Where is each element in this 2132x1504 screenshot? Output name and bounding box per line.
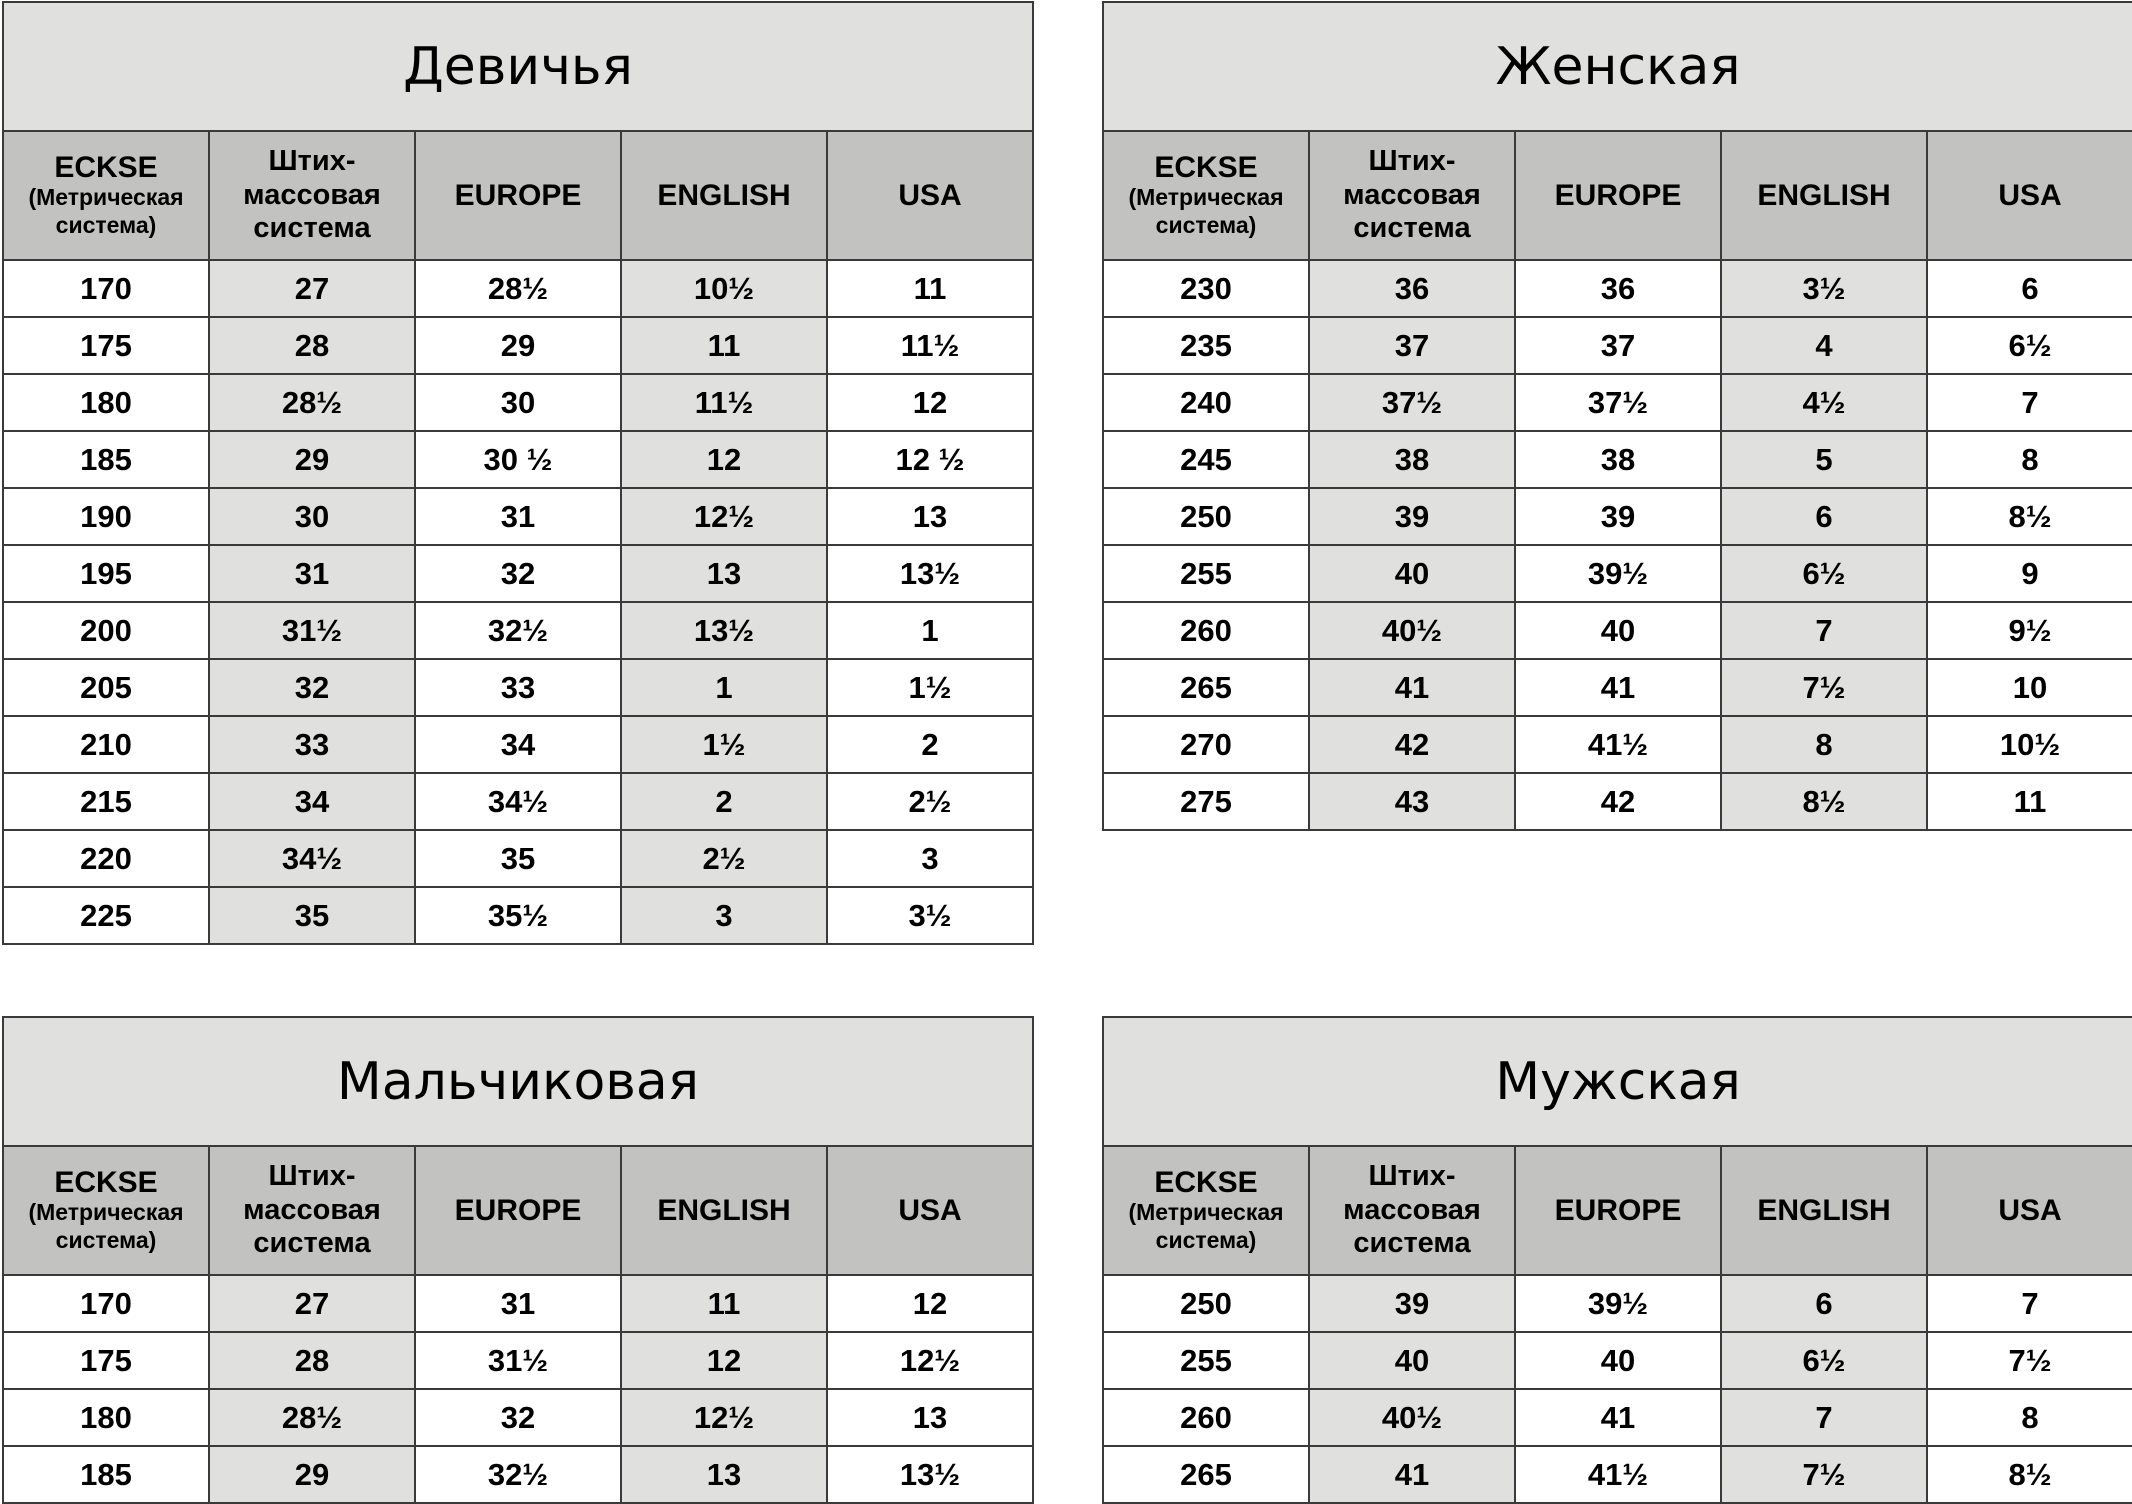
cell-metric: 175 [3,1332,209,1389]
cell-english: 11 [621,1275,827,1332]
header-stitch [209,1146,415,1275]
table-row [1103,773,2132,830]
table-row [3,1389,1033,1446]
table-row [3,317,1033,374]
cell-usa: 10 [1927,659,2132,716]
cell-stitch: 34½ [209,830,415,887]
header-usa: USA [827,1146,1033,1275]
cell-stitch: 36 [1309,260,1515,317]
cell-metric: 170 [3,260,209,317]
cell-metric: 205 [3,659,209,716]
cell-europe: 39½ [1515,545,1721,602]
cell-europe: 37½ [1515,374,1721,431]
cell-english: 11½ [621,374,827,431]
cell-metric: 175 [3,317,209,374]
cell-europe: 38 [1515,431,1721,488]
cell-english: 13½ [621,602,827,659]
cell-europe: 30 [415,374,621,431]
cell-usa: 7 [1927,374,2132,431]
table-row [3,659,1033,716]
cell-europe: 32 [415,1389,621,1446]
cell-metric: 180 [3,374,209,431]
cell-usa: 11 [1927,773,2132,830]
cell-europe: 29 [415,317,621,374]
header-stitch-line3: система [253,212,371,245]
cell-metric: 270 [1103,716,1309,773]
table-row [3,1332,1033,1389]
cell-metric: 245 [1103,431,1309,488]
cell-english: 4 [1721,317,1927,374]
table-row [3,887,1033,944]
table-row [1103,260,2132,317]
table-row [3,773,1033,830]
table-row [3,488,1033,545]
cell-usa: 13½ [827,545,1033,602]
cell-english: 13 [621,545,827,602]
header-stitch-line2: массовая [1343,178,1481,211]
header-metric-main: ECKSE [1154,151,1258,185]
header-metric [3,131,209,260]
header-metric [1103,131,1309,260]
header-stitch [1309,1146,1515,1275]
header-stitch-line2: массовая [243,178,381,211]
cell-english: 6½ [1721,1332,1927,1389]
cell-europe: 31 [415,1275,621,1332]
cell-europe: 33 [415,659,621,716]
cell-english: 6 [1721,1275,1927,1332]
cell-stitch: 28 [209,1332,415,1389]
cell-stitch: 27 [209,1275,415,1332]
cell-stitch: 40 [1309,1332,1515,1389]
cell-english: 12 [621,1332,827,1389]
table-row [1103,1446,2132,1503]
cell-usa: 8½ [1927,1446,2132,1503]
cell-europe: 31½ [415,1332,621,1389]
cell-english: 12½ [621,488,827,545]
cell-stitch: 27 [209,260,415,317]
header-english: ENGLISH [1721,1146,1927,1275]
cell-stitch: 34 [209,773,415,830]
header-metric-main: ECKSE [54,151,158,185]
table-row [3,602,1033,659]
table-row [3,1446,1033,1503]
cell-metric: 200 [3,602,209,659]
cell-usa: 1½ [827,659,1033,716]
cell-stitch: 40½ [1309,1389,1515,1446]
header-metric-sub: (Метрическая система) [28,1199,184,1253]
cell-europe: 42 [1515,773,1721,830]
cell-stitch: 31½ [209,602,415,659]
cell-english: 2½ [621,830,827,887]
cell-english: 7½ [1721,659,1927,716]
table-title: Девичья [3,2,1033,131]
header-metric-sub: (Метрическая система) [1128,184,1284,238]
cell-europe: 40 [1515,602,1721,659]
cell-english: 4½ [1721,374,1927,431]
header-europe: EUROPE [415,131,621,260]
cell-english: 8½ [1721,773,1927,830]
table-row [3,374,1033,431]
cell-english: 1 [621,659,827,716]
cell-stitch: 38 [1309,431,1515,488]
table-title: Женская [1103,2,2132,131]
cell-usa: 11 [827,260,1033,317]
header-english: ENGLISH [621,131,827,260]
table-row [1103,602,2132,659]
header-english: ENGLISH [1721,131,1927,260]
cell-english: 3½ [1721,260,1927,317]
cell-usa: 13 [827,1389,1033,1446]
cell-metric: 185 [3,431,209,488]
cell-usa: 12½ [827,1332,1033,1389]
cell-english: 7 [1721,602,1927,659]
header-stitch-line3: система [1353,1227,1471,1260]
cell-europe: 41 [1515,1389,1721,1446]
cell-usa: 3½ [827,887,1033,944]
cell-stitch: 40½ [1309,602,1515,659]
cell-metric: 170 [3,1275,209,1332]
cell-english: 10½ [621,260,827,317]
cell-metric: 210 [3,716,209,773]
cell-europe: 41½ [1515,716,1721,773]
cell-europe: 28½ [415,260,621,317]
cell-metric: 265 [1103,659,1309,716]
table-row [3,1275,1033,1332]
cell-usa: 2 [827,716,1033,773]
cell-usa: 9½ [1927,602,2132,659]
cell-usa: 12 [827,374,1033,431]
cell-metric: 180 [3,1389,209,1446]
cell-usa: 2½ [827,773,1033,830]
cell-english: 12½ [621,1389,827,1446]
cell-english: 7 [1721,1389,1927,1446]
cell-usa: 6 [1927,260,2132,317]
cell-metric: 230 [1103,260,1309,317]
table-row [1103,1275,2132,1332]
table-row [1103,716,2132,773]
header-usa: USA [827,131,1033,260]
cell-europe: 39 [1515,488,1721,545]
cell-english: 12 [621,431,827,488]
cell-europe: 41½ [1515,1446,1721,1503]
cell-english: 11 [621,317,827,374]
cell-stitch: 41 [1309,659,1515,716]
cell-usa: 8½ [1927,488,2132,545]
cell-stitch: 40 [1309,545,1515,602]
cell-europe: 34 [415,716,621,773]
table-row [3,716,1033,773]
header-stitch-line2: массовая [243,1193,381,1226]
cell-english: 6 [1721,488,1927,545]
cell-europe: 32 [415,545,621,602]
cell-english: 8 [1721,716,1927,773]
cell-stitch: 42 [1309,716,1515,773]
cell-usa: 9 [1927,545,2132,602]
cell-usa: 6½ [1927,317,2132,374]
header-stitch-line3: система [253,1227,371,1260]
cell-metric: 220 [3,830,209,887]
header-english: ENGLISH [621,1146,827,1275]
header-stitch-line3: система [1353,212,1471,245]
cell-metric: 275 [1103,773,1309,830]
header-metric-sub: (Метрическая система) [28,184,184,238]
cell-europe: 32½ [415,602,621,659]
cell-english: 5 [1721,431,1927,488]
cell-usa: 13 [827,488,1033,545]
cell-english: 2 [621,773,827,830]
cell-europe: 34½ [415,773,621,830]
cell-metric: 255 [1103,545,1309,602]
cell-metric: 240 [1103,374,1309,431]
header-stitch-line1: Штих- [1368,145,1456,178]
cell-english: 1½ [621,716,827,773]
header-metric-main: ECKSE [1154,1166,1258,1200]
cell-usa: 10½ [1927,716,2132,773]
cell-usa: 8 [1927,431,2132,488]
cell-europe: 31 [415,488,621,545]
cell-metric: 250 [1103,488,1309,545]
cell-usa: 1 [827,602,1033,659]
cell-english: 3 [621,887,827,944]
cell-metric: 255 [1103,1332,1309,1389]
table-row [1103,1389,2132,1446]
cell-europe: 41 [1515,659,1721,716]
header-stitch [1309,131,1515,260]
header-usa: USA [1927,1146,2132,1275]
cell-metric: 260 [1103,1389,1309,1446]
cell-stitch: 28½ [209,1389,415,1446]
cell-europe: 32½ [415,1446,621,1503]
cell-stitch: 31 [209,545,415,602]
table-title: Мужская [1103,1017,2132,1146]
table-row [1103,431,2132,488]
cell-metric: 185 [3,1446,209,1503]
cell-europe: 40 [1515,1332,1721,1389]
table-row [1103,1332,2132,1389]
cell-stitch: 28½ [209,374,415,431]
cell-metric: 225 [3,887,209,944]
cell-europe: 37 [1515,317,1721,374]
cell-europe: 39½ [1515,1275,1721,1332]
cell-metric: 265 [1103,1446,1309,1503]
cell-usa: 12 ½ [827,431,1033,488]
header-stitch-line2: массовая [1343,1193,1481,1226]
cell-europe: 35 [415,830,621,887]
cell-stitch: 30 [209,488,415,545]
cell-stitch: 28 [209,317,415,374]
cell-usa: 7 [1927,1275,2132,1332]
header-europe: EUROPE [1515,1146,1721,1275]
header-europe: EUROPE [415,1146,621,1275]
men-size-table [1102,1016,2132,1504]
cell-usa: 12 [827,1275,1033,1332]
cell-stitch: 41 [1309,1446,1515,1503]
header-stitch-line1: Штих- [268,145,356,178]
table-title: Мальчиковая [3,1017,1033,1146]
table-row [3,545,1033,602]
cell-usa: 8 [1927,1389,2132,1446]
cell-usa: 13½ [827,1446,1033,1503]
table-row [1103,545,2132,602]
women-size-table [1102,1,2132,831]
cell-stitch: 33 [209,716,415,773]
cell-stitch: 37 [1309,317,1515,374]
table-row [3,431,1033,488]
cell-stitch: 39 [1309,1275,1515,1332]
cell-europe: 36 [1515,260,1721,317]
cell-europe: 30 ½ [415,431,621,488]
cell-stitch: 32 [209,659,415,716]
cell-usa: 7½ [1927,1332,2132,1389]
cell-metric: 190 [3,488,209,545]
cell-stitch: 29 [209,1446,415,1503]
cell-usa: 3 [827,830,1033,887]
cell-metric: 195 [3,545,209,602]
header-stitch-line1: Штих- [1368,1160,1456,1193]
table-row [1103,317,2132,374]
girls-size-table [2,1,1034,945]
cell-stitch: 39 [1309,488,1515,545]
table-row [3,260,1033,317]
table-row [1103,488,2132,545]
table-row [1103,659,2132,716]
header-stitch [209,131,415,260]
cell-metric: 215 [3,773,209,830]
cell-usa: 11½ [827,317,1033,374]
header-usa: USA [1927,131,2132,260]
header-metric-main: ECKSE [54,1166,158,1200]
boys-size-table [2,1016,1034,1504]
table-row [3,830,1033,887]
table-row [1103,374,2132,431]
cell-english: 6½ [1721,545,1927,602]
cell-stitch: 35 [209,887,415,944]
header-metric [3,1146,209,1275]
cell-metric: 235 [1103,317,1309,374]
cell-english: 7½ [1721,1446,1927,1503]
header-metric-sub: (Метрическая система) [1128,1199,1284,1253]
cell-stitch: 37½ [1309,374,1515,431]
cell-metric: 250 [1103,1275,1309,1332]
cell-stitch: 29 [209,431,415,488]
cell-metric: 260 [1103,602,1309,659]
header-stitch-line1: Штих- [268,1160,356,1193]
header-metric [1103,1146,1309,1275]
header-europe: EUROPE [1515,131,1721,260]
cell-stitch: 43 [1309,773,1515,830]
cell-english: 13 [621,1446,827,1503]
cell-europe: 35½ [415,887,621,944]
